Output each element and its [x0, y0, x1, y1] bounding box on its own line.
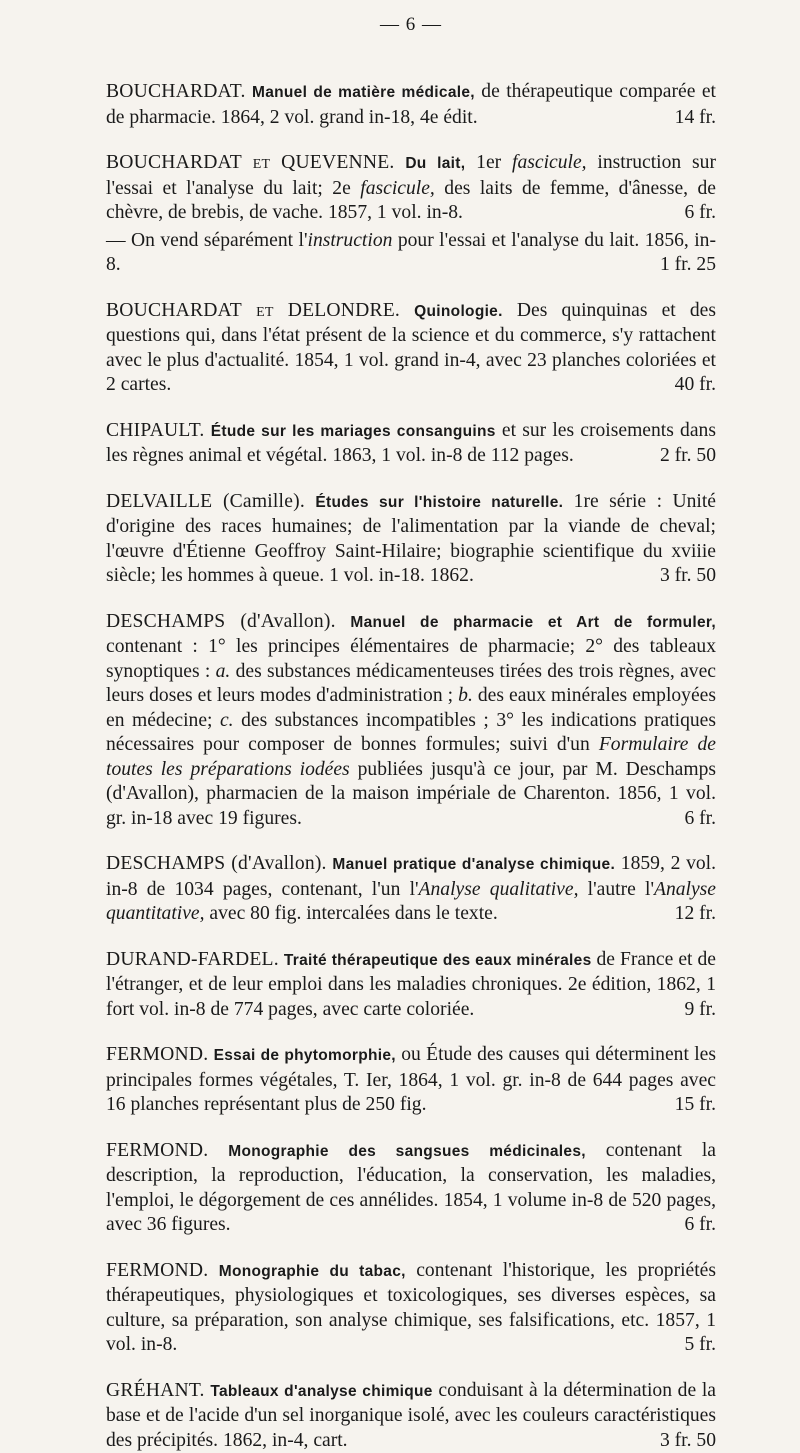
entry-text: — On vend séparément l' [106, 230, 308, 251]
entry-title: Manuel de pharmacie et Art de formuler, [350, 614, 716, 631]
entry-price: 15 fr. [657, 1093, 716, 1118]
entry-text: ou Étude des causes qui déterminent les principales formes végétales, T. Ier, 1864, 1 vol. gr. in-8 de 644 pages avec 16 planches représentant plus de 250 fig. [106, 1044, 716, 1115]
entry-text: contenant la description, la reproduction, l'éducation, la conservation, les maladies, l'emploi, le dégorgement de ces annélides. 1854, 1 volume in-8 de 520 pages, avec 36 figures. [106, 1140, 716, 1236]
entry-text: publiées jusqu'à ce jour, par M. Deschamps (d'Avallon), pharmacien de la maison impériale de Charenton. 1856, 1 vol. gr. in-18 avec 19 figures. [106, 759, 716, 829]
entry-title: Manuel de matière médicale, [252, 84, 475, 101]
catalogue-entry [106, 419, 716, 469]
entry-price: 14 fr. [657, 106, 716, 131]
entry-title: Étude sur les mariages consanguins [211, 423, 496, 440]
entry-text: de France et de l'étranger, et de leur emploi dans les maladies chroniques. 2e édition, 1862, 1 fort vol. in-8 de 774 pages, avec carte coloriée. [106, 949, 716, 1020]
catalogue-entry [106, 1379, 716, 1453]
entry-author: DURAND-FARDEL. [106, 949, 279, 970]
entry-text: 1er [465, 152, 512, 173]
entry-text-italic: fascicule, [360, 178, 435, 199]
catalogue-entry-note [106, 229, 716, 278]
entry-author: GRÉHANT. [106, 1380, 205, 1401]
entry-text: avec 80 fig. intercalées dans le texte. [205, 903, 498, 924]
entry-text-italic: Analyse quantitative, [106, 879, 716, 925]
catalogue-entry [106, 151, 716, 226]
entry-author-second: QUEVENNE. [281, 152, 394, 173]
entry-author: BOUCHARDAT. [106, 81, 246, 102]
entry-title: Tableaux d'analyse chimique [210, 1383, 432, 1400]
entry-text: des laits de femme, d'ânesse, de chèvre, de brebis, de vache. 1857, 1 vol. in-8. [106, 178, 716, 224]
entry-title: Du lait, [405, 155, 465, 172]
entry-price: 6 fr. [666, 1213, 716, 1238]
entry-text: des substances incompatibles ; 3° les indications pratiques nécessaires pour composer de bonnes formules; suivi d'un [106, 710, 716, 756]
entry-price: 9 fr. [666, 998, 716, 1023]
entry-price: 1 fr. 25 [642, 253, 716, 278]
entry-text: l'autre l' [578, 879, 654, 900]
entry-author: DESCHAMPS (d'Avallon). [106, 611, 336, 632]
entry-title: Monographie des sangsues médicinales, [228, 1143, 586, 1160]
entry-text: de thérapeutique comparée et de pharmacie. 1864, 2 vol. grand in-18, 4e édit. [106, 81, 716, 128]
entry-author: BOUCHARDAT [106, 152, 242, 173]
catalogue-entry [106, 490, 716, 589]
entry-title: Manuel pratique d'analyse chimique. [332, 856, 615, 873]
entry-price: 12 fr. [657, 902, 716, 927]
entry-text-italic: b. [458, 685, 473, 706]
entry-price: 5 fr. [666, 1333, 716, 1358]
entry-text: 1859, 2 vol. in-8 de 1034 pages, contenant, l'un l' [106, 853, 716, 900]
entry-title: Traité thérapeutique des eaux minérales [284, 952, 592, 969]
entry-text: pour l'essai et l'analyse du lait. 1856, in-8. [106, 230, 716, 276]
entry-author: BOUCHARDAT [106, 300, 242, 321]
entry-author-conjunction: et [253, 152, 271, 173]
entry-text-italic: a. [216, 661, 231, 682]
entry-price: 40 fr. [657, 373, 716, 398]
entry-price: 6 fr. [666, 807, 716, 832]
entry-text: instruction sur l'essai et l'analyse du lait; 2e [106, 152, 716, 199]
entry-title: Monographie du tabac, [219, 1263, 406, 1280]
page-number: — 6 — [106, 14, 716, 36]
entry-author: FERMOND. [106, 1260, 208, 1281]
entry-text: des eaux minérales employées en médecine; [106, 685, 716, 731]
entry-text-italic: Formulaire de toutes les préparations iodées [106, 734, 716, 780]
entry-price: 2 fr. 50 [642, 444, 716, 469]
entry-author-conjunction: et [256, 300, 274, 321]
catalogue-entry [106, 610, 716, 832]
catalogue-entry [106, 1139, 716, 1238]
entry-text-italic: instruction [308, 230, 393, 251]
catalogue-entry [106, 80, 716, 130]
entry-price: 3 fr. 50 [642, 564, 716, 589]
entry-title: Études sur l'histoire naturelle. [315, 494, 563, 511]
entry-title: Quinologie. [414, 303, 503, 320]
entry-author: FERMOND. [106, 1140, 208, 1161]
entry-author: DESCHAMPS (d'Avallon). [106, 853, 327, 874]
catalogue-entry [106, 948, 716, 1023]
entry-price: 3 fr. 50 [642, 1429, 716, 1453]
entry-text-italic: Analyse qualitative, [419, 879, 579, 900]
entry-text: 1re série : Unité d'origine des races humaines; de l'alimentation par la viande de cheval; l'œuvre d'Étienne Geoffroy Saint-Hilaire; biographie scientifique du xviiie siècle; les hommes à queue. 1 vol. in-18. 1862. [106, 491, 716, 587]
entry-title: Essai de phytomorphie, [214, 1047, 396, 1064]
catalogue-entry [106, 1043, 716, 1118]
entry-text: des substances médicamenteuses tirées des trois règnes, avec leurs doses et leurs modes d'administration ; [106, 661, 716, 707]
entry-text: contenant : 1° les principes élémentaires de pharmacie; 2° des tableaux synoptiques : [106, 636, 716, 682]
entry-text-italic: fascicule, [512, 152, 587, 173]
entry-text: conduisant à la détermination de la base et de l'acide d'un sel inorganique isolé, avec les couleurs caractéristiques des précipités. 1862, in-4, cart. [106, 1380, 716, 1451]
entry-text: contenant l'historique, les propriétés thérapeutiques, physiologiques et toxicologiques, ses diverses espèces, sa culture, sa préparation, son analyse chimique, ses falsifications, etc. 1857, 1 vol. in-8. [106, 1260, 716, 1356]
entry-text-italic: c. [220, 710, 234, 731]
entry-author: DELVAILLE (Camille). [106, 491, 305, 512]
entry-price: 6 fr. [666, 201, 716, 226]
entry-text: et sur les croisements dans les règnes animal et végétal. 1863, 1 vol. in-8 de 112 pages. [106, 420, 716, 467]
catalogue-entry [106, 299, 716, 398]
entry-author: FERMOND. [106, 1044, 208, 1065]
entry-text: Des quinquinas et des questions qui, dans l'état présent de la science et du commerce, s'y rattachent avec le plus d'actualité. 1854, 1 vol. grand in-4, avec 23 planches coloriées et 2 cartes. [106, 300, 716, 396]
entry-author-second: DELONDRE. [288, 300, 400, 321]
entry-author: CHIPAULT. [106, 420, 205, 441]
catalogue-entry [106, 852, 716, 927]
catalogue-entry [106, 1259, 716, 1358]
